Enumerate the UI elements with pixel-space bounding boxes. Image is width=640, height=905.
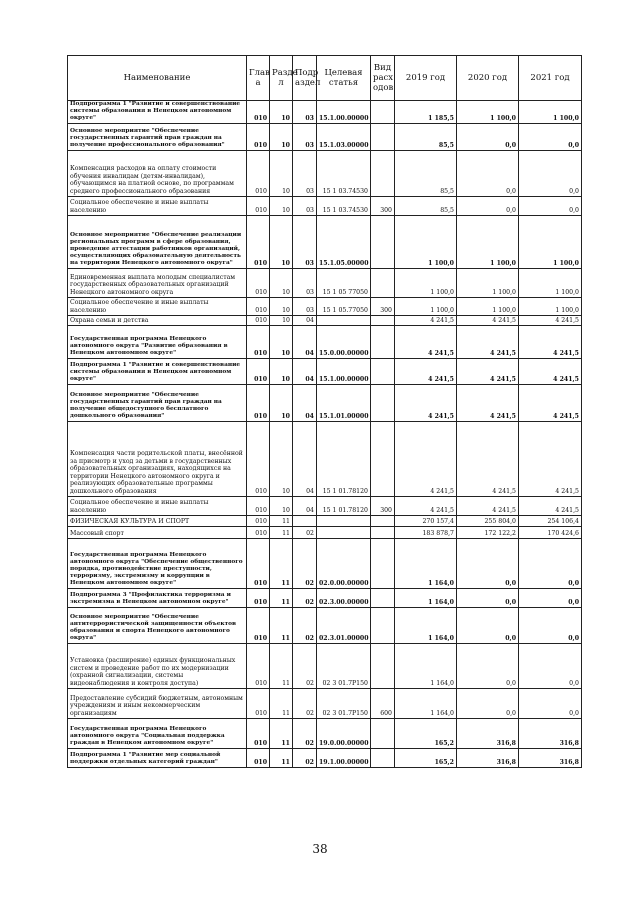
table-row: [68, 268, 582, 297]
table-row: [68, 196, 582, 215]
table-row: [68, 607, 582, 643]
cell-name: Подпрограмма 1 "Развитие и совершенствование системы образования в Ненецком автономном округе": [68, 101, 247, 124]
cell-2020: 4 241,5: [457, 315, 519, 325]
cell-podrazdel: 03: [293, 150, 317, 196]
cell-podrazdel: 03: [293, 123, 317, 150]
cell-statya: 15.1.01.00000: [317, 384, 371, 421]
cell-2020: 0,0: [457, 196, 519, 215]
table-row: [68, 315, 582, 325]
cell-razdel: 11: [270, 718, 293, 748]
table-row: [68, 215, 582, 268]
cell-2021: 0,0: [519, 196, 582, 215]
header-2019: 2019 год: [395, 56, 457, 101]
cell-podrazdel: 04: [293, 384, 317, 421]
cell-glava: 010: [247, 496, 270, 515]
cell-2019: 1 164,0: [395, 688, 457, 718]
cell-razdel: 10: [270, 325, 293, 358]
cell-glava: 010: [247, 688, 270, 718]
header-name: Наименование: [68, 56, 247, 101]
cell-name: ФИЗИЧЕСКАЯ КУЛЬТУРА И СПОРТ: [68, 515, 247, 526]
cell-statya: 02 3 01.7Р150: [317, 688, 371, 718]
cell-name: Социальное обеспечение и иные выплаты населению: [68, 496, 247, 515]
cell-vid: 300: [371, 196, 395, 215]
cell-name: Основное мероприятие "Обеспечение антитеррористической защищенности объектов образования и спорта Ненецкого автономного округа": [68, 607, 247, 643]
header-razdel: Разде л: [270, 56, 293, 101]
cell-glava: 010: [247, 297, 270, 315]
cell-vid: [371, 526, 395, 538]
cell-statya: [317, 515, 371, 526]
cell-glava: 010: [247, 526, 270, 538]
cell-statya: 15 1 01.78120: [317, 421, 371, 496]
cell-glava: 010: [247, 643, 270, 688]
cell-statya: 15.0.00.00000: [317, 325, 371, 358]
cell-2021: 0,0: [519, 150, 582, 196]
cell-vid: [371, 150, 395, 196]
cell-statya: 02.3.01.00000: [317, 607, 371, 643]
cell-2019: 4 241,5: [395, 384, 457, 421]
cell-2019: 4 241,5: [395, 421, 457, 496]
cell-razdel: 11: [270, 688, 293, 718]
cell-name: Компенсация части родительской платы, внесённой за присмотр и уход за детьми в государственных образовательных организациях, находящихся на территории Ненецкого автономного округа и реализующих образовательные программы дошкольного образования: [68, 421, 247, 496]
cell-2019: 4 241,5: [395, 496, 457, 515]
cell-razdel: 10: [270, 268, 293, 297]
cell-name: Компенсация расходов на оплату стоимости обучения инвалидам (детям-инвалидам), обучающимся на платной основе, по программам среднего профессионального образования: [68, 150, 247, 196]
table-row: [68, 688, 582, 718]
table-row: [68, 588, 582, 607]
cell-razdel: 11: [270, 515, 293, 526]
cell-name: Единовременная выплата молодым специалистам государственных образовательных организаций Ненецкого автономного округа: [68, 268, 247, 297]
cell-2019: 1 100,0: [395, 297, 457, 315]
cell-name: Основное мероприятие "Обеспечение реализации региональных программ в сфере образования, проведение аттестации работников организаций, осуществляющих образовательную деятельность на территории Ненецкого автономного округа": [68, 215, 247, 268]
table-body: [68, 101, 582, 768]
cell-glava: 010: [247, 421, 270, 496]
cell-glava: 010: [247, 607, 270, 643]
cell-glava: 010: [247, 538, 270, 588]
cell-statya: 15 1 03.74530: [317, 196, 371, 215]
cell-vid: [371, 123, 395, 150]
cell-name: Подпрограмма 1 "Развитие мер социальной поддержки отдельных категорий граждан": [68, 748, 247, 767]
cell-2021: 0,0: [519, 607, 582, 643]
cell-razdel: 10: [270, 101, 293, 124]
cell-name: Предоставление субсидий бюджетным, автономным учреждениям и иным некоммерческим организациям: [68, 688, 247, 718]
table-row: [68, 515, 582, 526]
cell-statya: 15 1 03.74530: [317, 150, 371, 196]
cell-name: Социальное обеспечение и иные выплаты населению: [68, 196, 247, 215]
table-row: [68, 538, 582, 588]
cell-vid: [371, 588, 395, 607]
cell-vid: [371, 384, 395, 421]
cell-glava: 010: [247, 588, 270, 607]
cell-glava: 010: [247, 123, 270, 150]
cell-vid: 600: [371, 688, 395, 718]
cell-name: Социальное обеспечение и иные выплаты населению: [68, 297, 247, 315]
cell-statya: 15 1 01.78120: [317, 496, 371, 515]
cell-2020: 1 100,0: [457, 268, 519, 297]
cell-podrazdel: 04: [293, 325, 317, 358]
cell-podrazdel: 04: [293, 315, 317, 325]
header-2020: 2020 год: [457, 56, 519, 101]
cell-vid: [371, 421, 395, 496]
cell-2021: 0,0: [519, 688, 582, 718]
cell-2020: 1 100,0: [457, 101, 519, 124]
cell-vid: [371, 215, 395, 268]
cell-glava: 010: [247, 358, 270, 384]
cell-glava: 010: [247, 325, 270, 358]
cell-podrazdel: 02: [293, 588, 317, 607]
cell-razdel: 11: [270, 643, 293, 688]
cell-2021: 0,0: [519, 588, 582, 607]
cell-glava: 010: [247, 315, 270, 325]
cell-2019: 1 164,0: [395, 643, 457, 688]
cell-razdel: 11: [270, 748, 293, 767]
cell-podrazdel: 03: [293, 101, 317, 124]
cell-2020: 0,0: [457, 150, 519, 196]
cell-razdel: 10: [270, 315, 293, 325]
cell-vid: 300: [371, 297, 395, 315]
cell-2020: 4 241,5: [457, 325, 519, 358]
cell-razdel: 10: [270, 196, 293, 215]
cell-2021: 0,0: [519, 538, 582, 588]
cell-2019: 165,2: [395, 718, 457, 748]
cell-vid: [371, 268, 395, 297]
cell-2020: 0,0: [457, 588, 519, 607]
cell-2020: 4 241,5: [457, 358, 519, 384]
cell-glava: 010: [247, 150, 270, 196]
cell-vid: [371, 643, 395, 688]
cell-2021: 4 241,5: [519, 358, 582, 384]
cell-podrazdel: 03: [293, 297, 317, 315]
cell-glava: 010: [247, 101, 270, 124]
cell-2019: 4 241,5: [395, 315, 457, 325]
cell-2020: 255 804,0: [457, 515, 519, 526]
cell-name: Подпрограмма 1 "Развитие и совершенствование системы образования в Ненецком автономном округе": [68, 358, 247, 384]
cell-vid: [371, 325, 395, 358]
cell-vid: [371, 718, 395, 748]
cell-vid: [371, 358, 395, 384]
cell-2020: 0,0: [457, 123, 519, 150]
cell-razdel: 10: [270, 150, 293, 196]
table-row: [68, 325, 582, 358]
header-statya: Целевая статья: [317, 56, 371, 101]
cell-podrazdel: 04: [293, 496, 317, 515]
cell-statya: 15 1 05 77050: [317, 268, 371, 297]
cell-2021: 4 241,5: [519, 315, 582, 325]
cell-statya: 15.1.00.00000: [317, 358, 371, 384]
table-row: [68, 150, 582, 196]
cell-2019: 1 100,0: [395, 215, 457, 268]
budget-table: [67, 55, 582, 768]
cell-2020: 0,0: [457, 538, 519, 588]
cell-razdel: 10: [270, 496, 293, 515]
table-row: [68, 421, 582, 496]
cell-glava: 010: [247, 718, 270, 748]
cell-podrazdel: 02: [293, 718, 317, 748]
table-row: [68, 748, 582, 767]
cell-glava: 010: [247, 196, 270, 215]
cell-vid: [371, 538, 395, 588]
cell-2021: 0,0: [519, 123, 582, 150]
cell-glava: 010: [247, 515, 270, 526]
cell-statya: 02 3 01.7Р150: [317, 643, 371, 688]
cell-2019: 85,5: [395, 196, 457, 215]
cell-2021: 1 100,0: [519, 297, 582, 315]
page-number: 38: [312, 842, 328, 856]
cell-podrazdel: 03: [293, 268, 317, 297]
table-row: [68, 718, 582, 748]
cell-2019: 85,5: [395, 150, 457, 196]
cell-name: Подпрограмма 3 "Профилактика терроризма и экстремизма в Ненецком автономном округе": [68, 588, 247, 607]
cell-razdel: 11: [270, 526, 293, 538]
cell-razdel: 11: [270, 538, 293, 588]
cell-statya: 15.1.00.00000: [317, 101, 371, 124]
cell-2021: 1 100,0: [519, 215, 582, 268]
cell-vid: 300: [371, 496, 395, 515]
cell-podrazdel: 03: [293, 196, 317, 215]
cell-vid: [371, 607, 395, 643]
cell-2019: 183 878,7: [395, 526, 457, 538]
cell-podrazdel: 02: [293, 607, 317, 643]
cell-razdel: 10: [270, 297, 293, 315]
cell-statya: 02.3.00.00000: [317, 588, 371, 607]
cell-podrazdel: 02: [293, 526, 317, 538]
cell-statya: 15 1 05.77050: [317, 297, 371, 315]
cell-2020: 172 122,2: [457, 526, 519, 538]
cell-2019: 1 164,0: [395, 538, 457, 588]
table-row: [68, 526, 582, 538]
cell-2020: 4 241,5: [457, 496, 519, 515]
cell-2021: 1 100,0: [519, 268, 582, 297]
cell-podrazdel: [293, 515, 317, 526]
cell-statya: 02.0.00.00000: [317, 538, 371, 588]
cell-2021: 254 106,4: [519, 515, 582, 526]
cell-glava: 010: [247, 748, 270, 767]
cell-2021: 4 241,5: [519, 325, 582, 358]
cell-2021: 4 241,5: [519, 496, 582, 515]
cell-2020: 316,8: [457, 718, 519, 748]
cell-glava: 010: [247, 215, 270, 268]
table-row: [68, 123, 582, 150]
cell-2020: 316,8: [457, 748, 519, 767]
cell-statya: 15.1.03.00000: [317, 123, 371, 150]
header-glava: Глав а: [247, 56, 270, 101]
cell-name: Основное мероприятие "Обеспечение государственных гарантий прав граждан на получение общедоступного бесплатного дошкольного образования": [68, 384, 247, 421]
cell-2021: 170 424,6: [519, 526, 582, 538]
table-row: [68, 358, 582, 384]
cell-name: Государственная программа Ненецкого автономного округа "Обеспечение общественного порядка, противодействие преступности, терроризму, экстремизму и коррупции в Ненецком автономном округе": [68, 538, 247, 588]
cell-2021: 1 100,0: [519, 101, 582, 124]
cell-2019: 1 185,5: [395, 101, 457, 124]
cell-statya: 19.1.00.00000: [317, 748, 371, 767]
header-2021: 2021 год: [519, 56, 582, 101]
cell-podrazdel: 02: [293, 643, 317, 688]
cell-razdel: 10: [270, 123, 293, 150]
cell-2021: 4 241,5: [519, 384, 582, 421]
cell-2020: 0,0: [457, 643, 519, 688]
cell-razdel: 11: [270, 607, 293, 643]
cell-2021: 316,8: [519, 718, 582, 748]
table-row: [68, 101, 582, 124]
cell-2021: 4 241,5: [519, 421, 582, 496]
cell-razdel: 11: [270, 588, 293, 607]
cell-2021: 316,8: [519, 748, 582, 767]
cell-name: Государственная программа Ненецкого автономного округа "Социальная поддержка граждан в Ненецком автономном округе": [68, 718, 247, 748]
cell-2019: 1 164,0: [395, 607, 457, 643]
cell-podrazdel: 03: [293, 215, 317, 268]
cell-podrazdel: 04: [293, 421, 317, 496]
table-row: [68, 297, 582, 315]
cell-2020: 4 241,5: [457, 421, 519, 496]
cell-vid: [371, 515, 395, 526]
cell-podrazdel: 04: [293, 358, 317, 384]
cell-name: Государственная программа Ненецкого автономного округа "Развитие образования в Ненецком автономном округе": [68, 325, 247, 358]
cell-vid: [371, 748, 395, 767]
cell-name: Основное мероприятие "Обеспечение государственных гарантий прав граждан на получение профессионального образования": [68, 123, 247, 150]
cell-razdel: 10: [270, 215, 293, 268]
cell-name: Охрана семьи и детства: [68, 315, 247, 325]
header-vid: Вид расх одов: [371, 56, 395, 101]
cell-vid: [371, 315, 395, 325]
cell-2020: 0,0: [457, 688, 519, 718]
cell-2019: 270 157,4: [395, 515, 457, 526]
header-podrazdel: Подр аздел: [293, 56, 317, 101]
cell-2019: 4 241,5: [395, 325, 457, 358]
cell-2020: 1 100,0: [457, 297, 519, 315]
cell-podrazdel: 02: [293, 538, 317, 588]
cell-podrazdel: 02: [293, 748, 317, 767]
cell-glava: 010: [247, 268, 270, 297]
cell-2020: 4 241,5: [457, 384, 519, 421]
cell-2019: 4 241,5: [395, 358, 457, 384]
cell-2020: 0,0: [457, 607, 519, 643]
table-header-row: [68, 56, 582, 101]
table-row: [68, 643, 582, 688]
cell-statya: 15.1.05.00000: [317, 215, 371, 268]
table-row: [68, 496, 582, 515]
cell-2021: 0,0: [519, 643, 582, 688]
table-row: [68, 384, 582, 421]
cell-razdel: 10: [270, 358, 293, 384]
cell-2019: 85,5: [395, 123, 457, 150]
cell-2019: 165,2: [395, 748, 457, 767]
cell-podrazdel: 02: [293, 688, 317, 718]
cell-name: Установка (расширение) единых функциональных систем и проведение работ по их модернизации (охранной сигнализации, системы видеонаблюдения и контроля доступа): [68, 643, 247, 688]
cell-2019: 1 164,0: [395, 588, 457, 607]
cell-statya: [317, 526, 371, 538]
cell-statya: 19.0.00.00000: [317, 718, 371, 748]
cell-razdel: 10: [270, 421, 293, 496]
cell-statya: [317, 315, 371, 325]
cell-razdel: 10: [270, 384, 293, 421]
cell-2020: 1 100,0: [457, 215, 519, 268]
cell-glava: 010: [247, 384, 270, 421]
cell-vid: [371, 101, 395, 124]
cell-2019: 1 100,0: [395, 268, 457, 297]
cell-name: Массовый спорт: [68, 526, 247, 538]
